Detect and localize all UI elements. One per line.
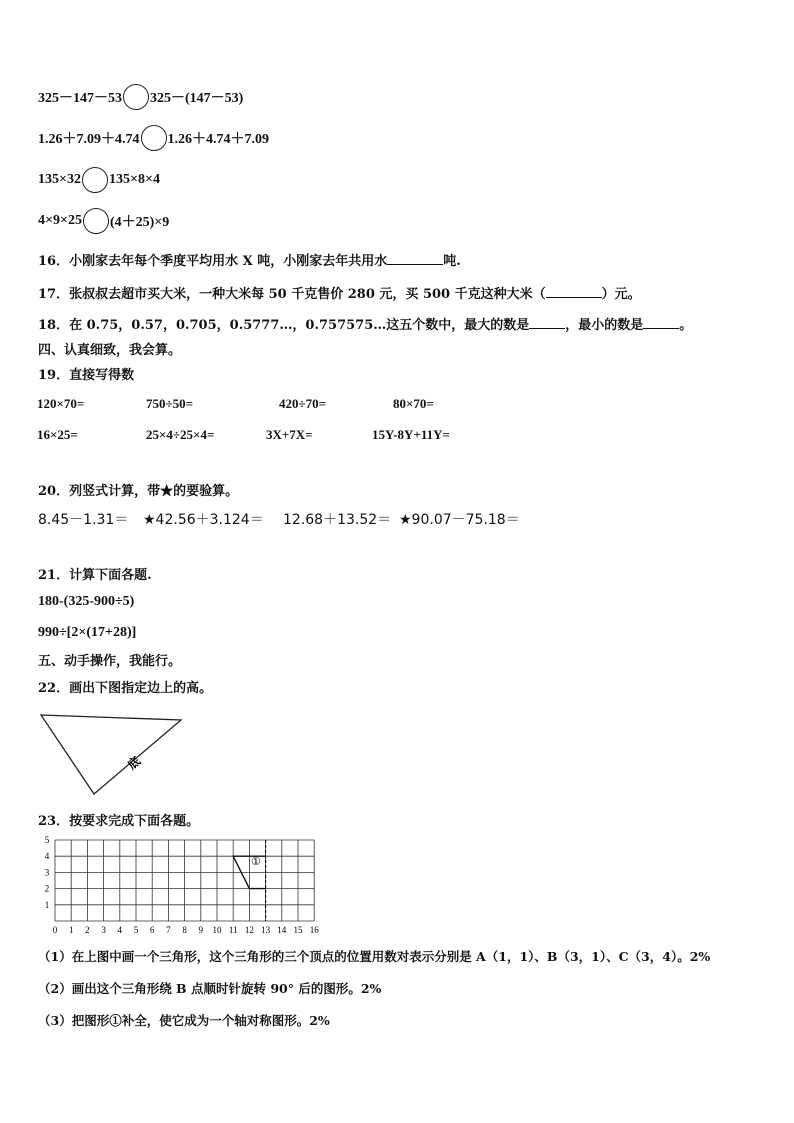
- q23-title: 23．按要求完成下面各题。: [38, 814, 200, 829]
- y-tick-label: 1: [44, 899, 50, 910]
- x-tick-label: 0: [52, 925, 58, 935]
- q16-text-end: 吨.: [443, 254, 461, 269]
- x-tick-label: 8: [182, 925, 187, 935]
- q17-answer-blank[interactable]: [546, 285, 602, 298]
- compare-left: 325－147－53: [38, 91, 122, 106]
- q19-item: 3X+7X=: [266, 427, 313, 442]
- compare-right: 325－(147－53): [150, 91, 244, 106]
- x-tick-label: 12: [244, 925, 254, 935]
- x-tick-label: 9: [198, 925, 204, 935]
- x-tick-label: 7: [166, 925, 171, 935]
- x-tick-label: 15: [293, 925, 303, 935]
- q19-item: 80×70=: [393, 396, 434, 411]
- q20-title: 20．列竖式计算，带★的要验算。: [38, 484, 239, 499]
- compare-row-3: [38, 167, 160, 193]
- q21-expression-2: 990÷[2×(17+28)]: [38, 625, 137, 640]
- y-tick-label: 3: [44, 867, 50, 878]
- x-tick-label: 1: [68, 925, 74, 935]
- compare-right: (4＋25)×9: [109, 215, 170, 230]
- q22-base-label: 底: [124, 753, 144, 773]
- q19-title: 19．直接写得数: [38, 368, 135, 383]
- x-tick-label: 16: [309, 925, 319, 935]
- q18-max-blank[interactable]: [529, 316, 565, 329]
- section-4-heading: 四、认真细致，我会算。: [38, 343, 182, 358]
- q20-item: 8.45－1.31＝: [38, 512, 129, 528]
- q21-title: 21．计算下面各题.: [38, 568, 152, 583]
- x-tick-label: 10: [212, 925, 222, 935]
- compare-row-2: [38, 125, 269, 151]
- compare-left: 135×32: [38, 172, 81, 187]
- x-tick-label: 2: [85, 925, 90, 935]
- q19-item: 25×4÷25×4=: [146, 427, 215, 442]
- x-tick-label: 11: [228, 925, 238, 935]
- q17-text-end: ）元。: [601, 287, 641, 302]
- q19-item: 750÷50=: [146, 396, 194, 411]
- x-tick-label: 13: [261, 925, 271, 935]
- compare-left: 4×9×25: [38, 213, 82, 228]
- compare-answer-circle[interactable]: [82, 167, 108, 193]
- x-tick-label: 14: [277, 925, 287, 935]
- q23-sub-3: （3）把图形①补全，使它成为一个轴对称图形。2%: [38, 1013, 330, 1028]
- x-tick-label: 3: [101, 925, 106, 935]
- q18-min-blank[interactable]: [643, 316, 679, 329]
- compare-row-1: [38, 84, 243, 110]
- q21-expression-1: 180-(325-900÷5): [38, 594, 135, 609]
- compare-answer-circle[interactable]: [141, 125, 167, 151]
- compare-answer-circle[interactable]: [83, 208, 109, 234]
- x-tick-label: 6: [149, 925, 155, 935]
- x-tick-label: 4: [117, 925, 123, 935]
- x-tick-label: 5: [133, 925, 139, 935]
- question-18: [38, 314, 692, 333]
- question-17: [38, 283, 641, 302]
- compare-left: 1.26＋7.09＋4.74: [38, 132, 140, 147]
- q19-item: 15Y-8Y+11Y=: [372, 427, 450, 442]
- q20-item: ★42.56＋3.124＝: [143, 512, 264, 528]
- q23-sub-2: （2）画出这个三角形绕 B 点顺时针旋转 90° 后的图形。2%: [38, 981, 382, 996]
- q22-triangle: [41, 715, 181, 794]
- q23-sub-1: （1）在上图中画一个三角形，这个三角形的三个顶点的位置用数对表示分别是 A（1，1）、B（3，1）、C（3，4）。2%: [38, 949, 711, 964]
- compare-row-4: [38, 208, 169, 234]
- y-tick-label: 5: [44, 836, 50, 845]
- q18-text-end: 。: [679, 318, 693, 333]
- compare-right: 1.26＋4.74＋7.09: [167, 132, 269, 147]
- q19-item: 420÷70=: [279, 396, 327, 411]
- q19-item: 120×70=: [37, 396, 85, 411]
- q16-answer-blank[interactable]: [387, 252, 443, 265]
- q20-item: ★90.07－75.18＝: [399, 512, 520, 528]
- q19-item: 16×25=: [37, 427, 78, 442]
- q23-coordinate-grid[interactable]: [30, 836, 330, 938]
- q18-text: 18．在 0.75，0.57，0.705，0.5777…，0.757575…这五个数中，最大的数是: [38, 318, 530, 333]
- section-5-heading: 五、动手操作，我能行。: [38, 654, 182, 669]
- question-16: [38, 250, 461, 269]
- q18-text-mid: ，最小的数是: [565, 318, 644, 333]
- compare-right: 135×8×4: [108, 172, 160, 187]
- q22-triangle-figure: [36, 710, 186, 800]
- compare-answer-circle[interactable]: [123, 84, 149, 110]
- q17-text: 17．张叔叔去超市买大米，一种大米每 50 千克售价 280 元，买 500 千克这种大米（: [38, 287, 546, 302]
- q16-text: 16．小刚家去年每个季度平均用水 X 吨，小刚家去年共用水: [38, 254, 388, 269]
- y-tick-label: 4: [44, 851, 50, 862]
- figure-1-label: ①: [250, 856, 261, 869]
- q20-item: 12.68＋13.52＝: [283, 512, 392, 528]
- q22-title: 22．画出下图指定边上的高。: [38, 681, 213, 696]
- y-tick-label: 2: [44, 883, 50, 894]
